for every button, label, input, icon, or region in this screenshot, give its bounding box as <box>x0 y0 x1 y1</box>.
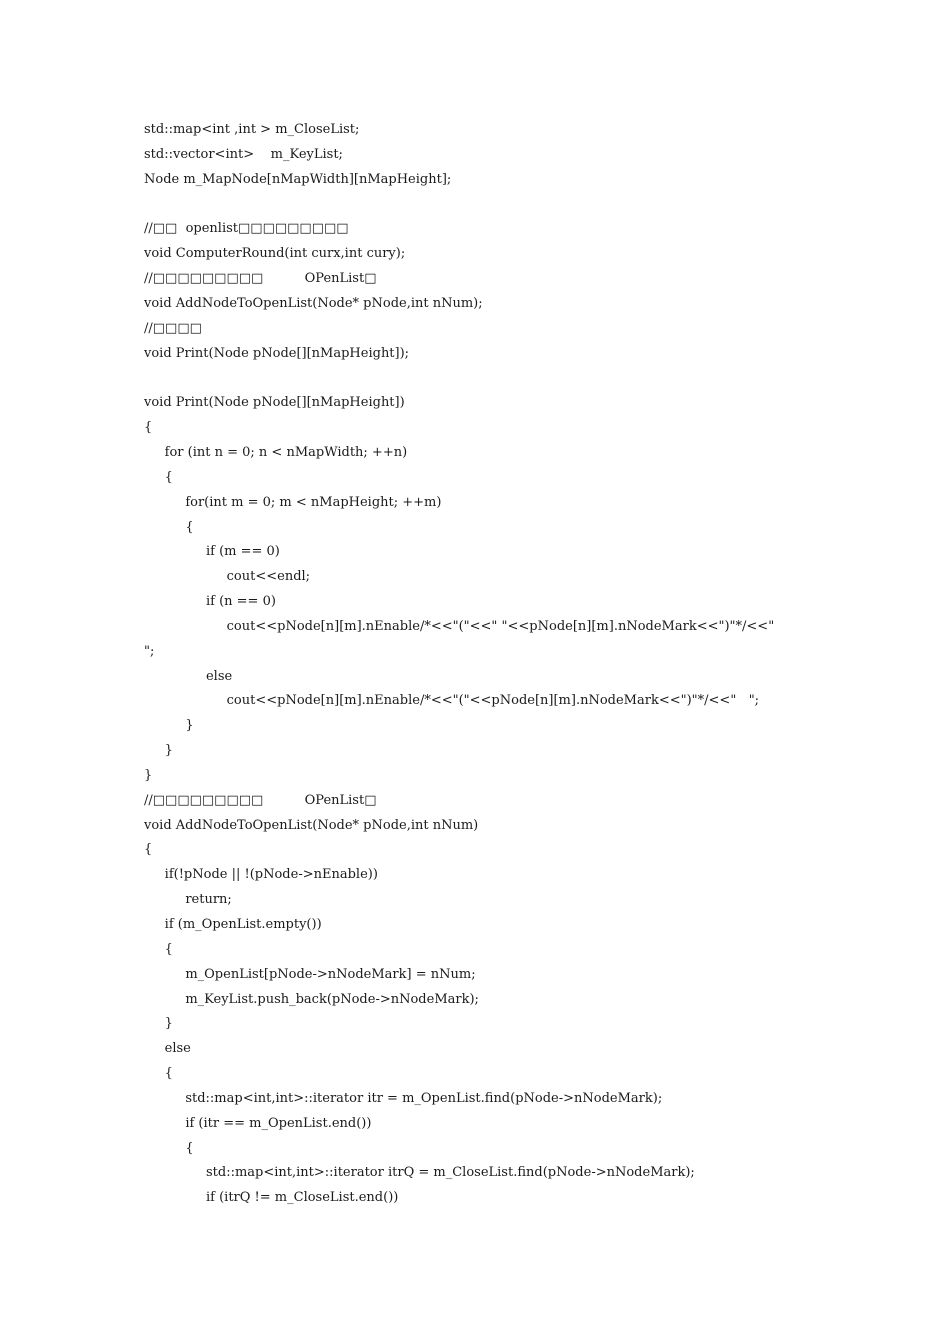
code-line: void Print(Node pNode[][nMapHeight]) <box>144 395 405 411</box>
code-block <box>144 118 934 1211</box>
code-line: } <box>144 743 173 759</box>
code-line: if (itrQ != m_CloseList.end()) <box>144 1190 399 1206</box>
code-line: void AddNodeToOpenList(Node* pNode,int nNum); <box>144 295 483 311</box>
code-line: m_OpenList[pNode->nNodeMark] = nNum; <box>144 966 476 982</box>
code-line <box>144 193 934 218</box>
code-line: "; <box>144 643 155 659</box>
code-line: return; <box>144 892 232 908</box>
code-line: //□□□□□□□□□ OPenList□ <box>144 792 377 808</box>
code-line: std::vector<int> m_KeyList; <box>144 146 343 162</box>
code-line: void AddNodeToOpenList(Node* pNode,int nNum) <box>144 817 479 833</box>
code-line: //□□□□ <box>144 320 202 336</box>
code-line: else <box>144 1041 191 1057</box>
code-line: cout<<endl; <box>144 569 311 585</box>
code-line: m_KeyList.push_back(pNode->nNodeMark); <box>144 991 479 1007</box>
code-line: } <box>144 1016 173 1032</box>
code-line: else <box>144 668 233 684</box>
code-line: { <box>144 519 194 535</box>
code-line: { <box>144 469 173 485</box>
code-line: void Print(Node pNode[][nMapHeight]); <box>144 345 410 361</box>
code-line: std::map<int,int>::iterator itr = m_OpenList.find(pNode->nNodeMark); <box>144 1090 663 1106</box>
code-line: if (itr == m_OpenList.end()) <box>144 1115 372 1131</box>
code-line: { <box>144 842 153 858</box>
code-line: { <box>144 1066 173 1082</box>
code-line: for(int m = 0; m < nMapHeight; ++m) <box>144 494 442 510</box>
code-line: if(!pNode || !(pNode->nEnable)) <box>144 867 378 883</box>
code-line: for (int n = 0; n < nMapWidth; ++n) <box>144 444 408 460</box>
code-line: if (m == 0) <box>144 544 280 560</box>
code-line: //□□□□□□□□□ OPenList□ <box>144 271 377 287</box>
code-line <box>144 366 934 391</box>
code-line: { <box>144 420 153 436</box>
code-line: cout<<pNode[n][m].nEnable/*<<"("<<" "<<pNode[n][m].nNodeMark<<")"*/<<" <box>144 618 775 634</box>
code-line: std::map<int ,int > m_CloseList; <box>144 122 360 137</box>
code-line: std::map<int,int>::iterator itrQ = m_CloseList.find(pNode->nNodeMark); <box>144 1165 695 1181</box>
code-line: cout<<pNode[n][m].nEnable/*<<"("<<pNode[n][m].nNodeMark<<")"*/<<" "; <box>144 693 760 709</box>
code-line: if (n == 0) <box>144 594 276 610</box>
code-line: { <box>144 1140 194 1156</box>
code-line: if (m_OpenList.empty()) <box>144 917 322 932</box>
code-line: Node m_MapNode[nMapWidth][nMapHeight]; <box>144 171 452 187</box>
code-line: } <box>144 718 194 734</box>
code-line: { <box>144 941 173 957</box>
code-line: } <box>144 767 153 783</box>
code-line: //□□ openlist□□□□□□□□□ <box>144 221 349 237</box>
code-line: void ComputerRound(int curx,int cury); <box>144 246 406 262</box>
